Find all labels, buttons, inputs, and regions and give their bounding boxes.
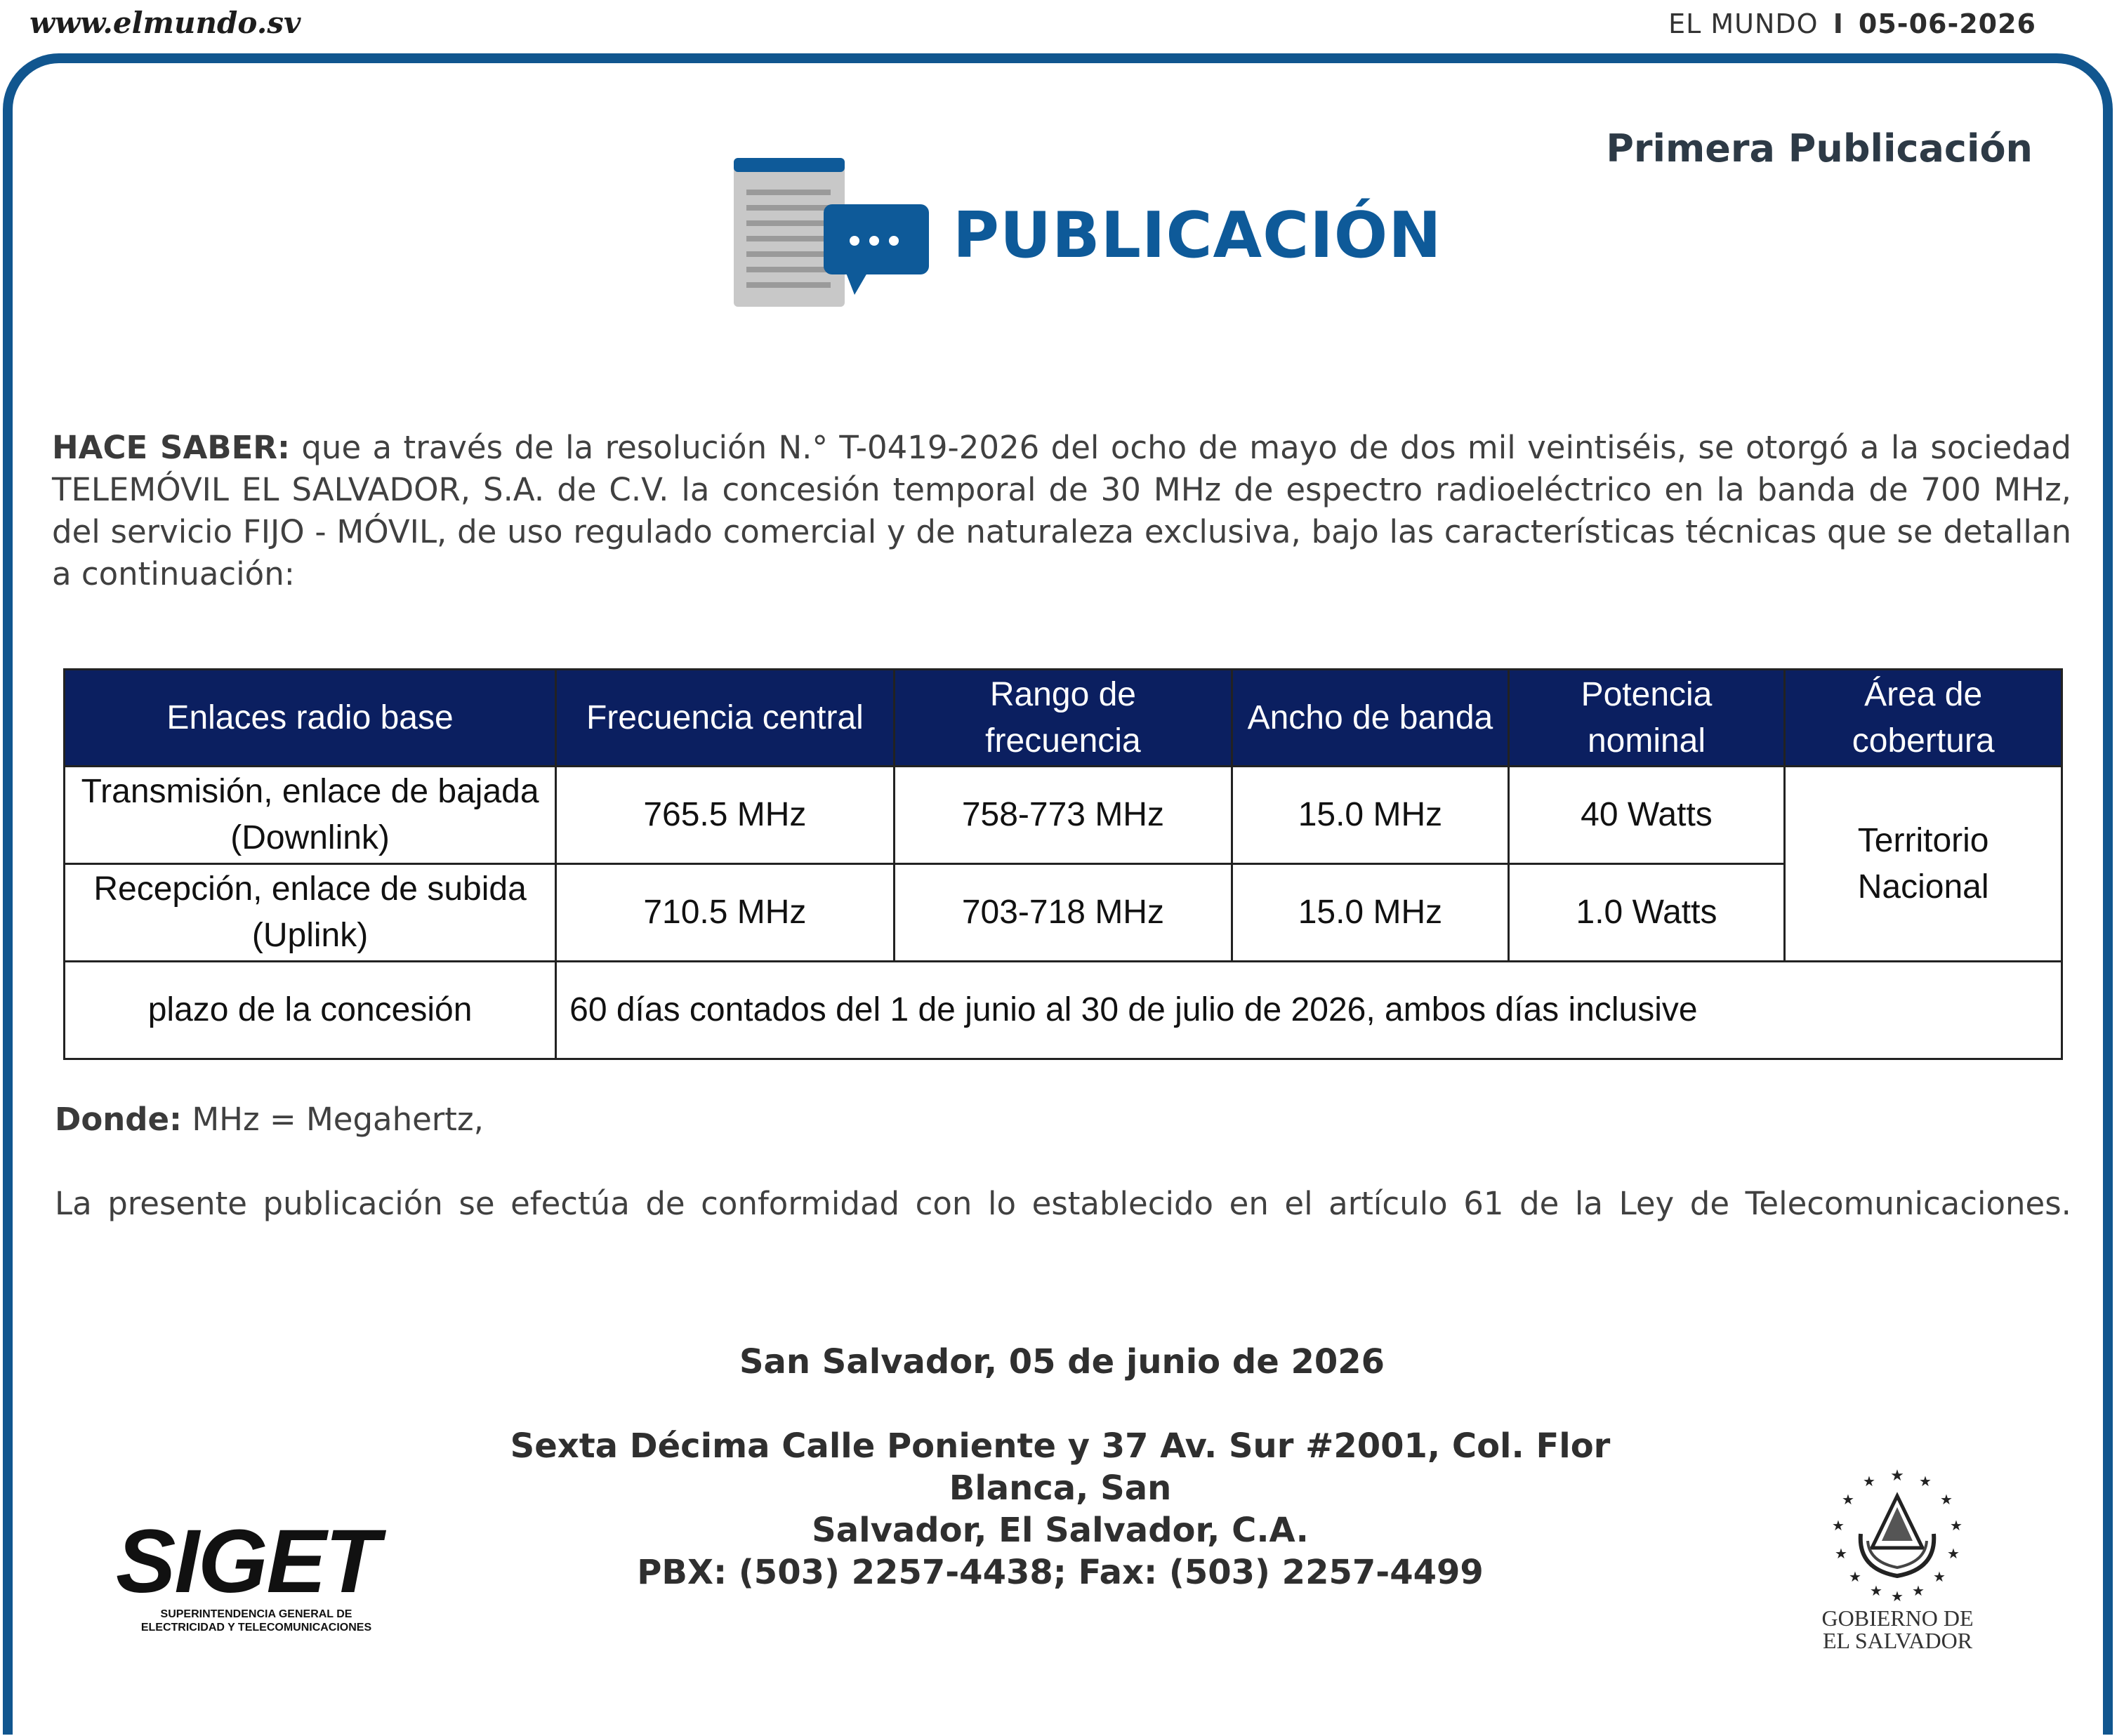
coat-of-arms-icon	[1805, 1464, 1991, 1604]
header-cell: Potencia nominal	[1508, 670, 1785, 767]
table-row	[65, 767, 2062, 864]
publication-title: PUBLICACIÓN	[953, 199, 1442, 272]
term-value-cell: 60 días contados del 1 de junio al 30 de julio de 2026, ambos días inclusive	[556, 962, 2062, 1059]
header-cell: Área de cobertura	[1785, 670, 2062, 767]
table-cell: 710.5 MHz	[556, 864, 895, 962]
header-cell: Ancho de banda	[1232, 670, 1509, 767]
issue-date: 05-06-2026	[1858, 8, 2036, 39]
siget-subtitle: ELECTRICIDAD Y TELECOMUNICACIONES	[140, 1622, 372, 1634]
table-cell: 758-773 MHz	[894, 767, 1232, 864]
phone-line: PBX: (503) 2257-4438; Fax: (503) 2257-4499	[637, 1553, 1484, 1592]
siget-subtitle: SUPERINTENDENCIA GENERAL DE	[160, 1608, 352, 1620]
intro-lead: HACE SABER:	[52, 429, 290, 466]
gobierno-logo	[1805, 1464, 1991, 1652]
intro-text: que a través de la resolución N.° T-0419-2026 del ocho de mayo de dos mil veintiséis, se otorgó a la sociedad TELEMÓVIL EL SALVADOR, S.A. de C.V. la concesión temporal de 30 MHz de espectro radioeléctrico en la banda de 700 MHz, del servicio FIJO - MÓVIL, de uso regulado comercial y de naturaleza exclusiva, bajo las características técnicas que se detallan a continuación:	[52, 429, 2071, 592]
table-cell: 40 Watts	[1508, 767, 1785, 864]
table-cell: Transmisión, enlace de bajada (Downlink)	[65, 767, 556, 864]
svg-text:★: ★	[1835, 1545, 1847, 1562]
table-cell: Recepción, enlace de subida (Uplink)	[65, 864, 556, 962]
header-cell: Enlaces radio base	[65, 670, 556, 767]
legal-paragraph: La presente publicación se efectúa de conformidad con lo establecido en el artículo 61 de la Ley de Telecomunicaciones.	[55, 1185, 2071, 1222]
header-separator: I	[1833, 8, 1844, 39]
svg-text:★: ★	[1912, 1582, 1925, 1599]
svg-text:★: ★	[1940, 1491, 1953, 1508]
svg-text:★: ★	[1832, 1517, 1845, 1534]
svg-text:★: ★	[1863, 1473, 1875, 1490]
svg-text:★: ★	[1849, 1568, 1861, 1585]
address-block	[463, 1425, 1657, 1593]
issue-header	[1668, 8, 2036, 39]
svg-text:★: ★	[1842, 1491, 1854, 1508]
header-cell: Frecuencia central	[556, 670, 895, 767]
svg-text:★: ★	[1933, 1568, 1946, 1585]
gobierno-text: GOBIERNO DE	[1821, 1605, 1974, 1631]
svg-text:★: ★	[1950, 1517, 1963, 1534]
coverage-cell: Territorio Nacional	[1785, 767, 2062, 962]
svg-text:★: ★	[1947, 1545, 1960, 1562]
place-date: San Salvador, 05 de junio de 2026	[739, 1342, 1385, 1381]
note-text: MHz = Megahertz,	[182, 1101, 484, 1138]
note-lead: Donde:	[55, 1101, 183, 1138]
table-cell: 15.0 MHz	[1232, 864, 1509, 962]
publication-logo	[734, 158, 1442, 312]
table-cell: 765.5 MHz	[556, 767, 895, 864]
table-header-row	[65, 670, 2062, 767]
table-cell: 15.0 MHz	[1232, 767, 1509, 864]
table-cell: 1.0 Watts	[1508, 864, 1785, 962]
siget-logo	[116, 1511, 411, 1634]
table-row	[65, 962, 2062, 1059]
definition-note	[55, 1101, 484, 1138]
paper-name: EL MUNDO	[1668, 8, 1819, 39]
svg-text:★: ★	[1870, 1582, 1882, 1599]
spec-table	[63, 668, 2063, 1060]
svg-text:★: ★	[1891, 1588, 1904, 1604]
term-label-cell: plazo de la concesión	[65, 962, 556, 1059]
header-cell: Rango de frecuencia	[894, 670, 1232, 767]
gobierno-text: EL SALVADOR	[1822, 1628, 1973, 1653]
table-cell: 703-718 MHz	[894, 864, 1232, 962]
publication-badge: Primera Publicación	[1606, 126, 2033, 171]
site-url: www.elmundo.sv	[29, 6, 301, 40]
address-line: Sexta Décima Calle Poniente y 37 Av. Sur #2001, Col. Flor Blanca, San	[510, 1426, 1611, 1508]
svg-text:★: ★	[1919, 1473, 1932, 1490]
siget-name: SIGET	[116, 1511, 379, 1612]
document-chat-icon	[734, 158, 937, 312]
svg-text:★: ★	[1890, 1467, 1904, 1485]
address-line: Salvador, El Salvador, C.A.	[812, 1511, 1309, 1550]
table-row	[65, 864, 2062, 962]
intro-paragraph	[52, 427, 2071, 595]
